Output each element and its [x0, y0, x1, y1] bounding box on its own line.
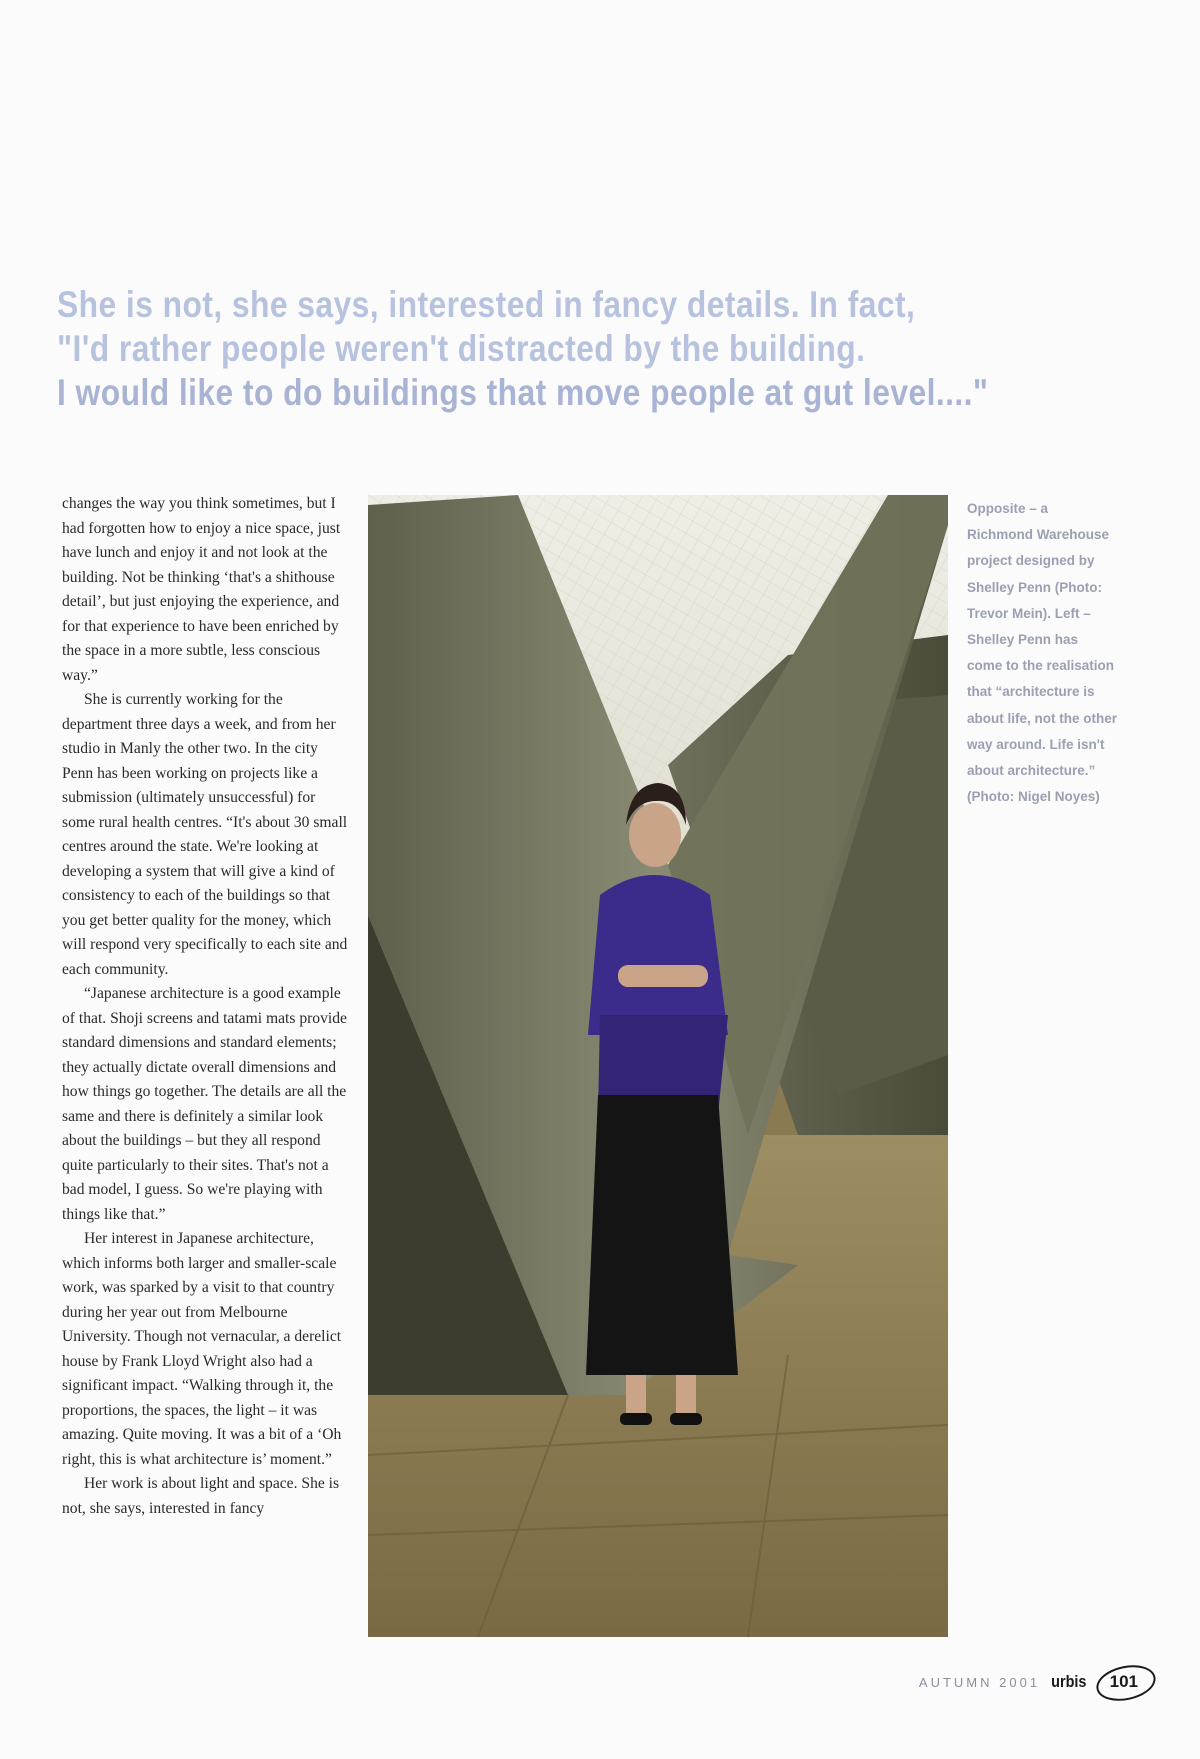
page-number: 101 [1098, 1668, 1150, 1696]
pull-quote-line-1: She is not, she says, interested in fancy details. In fact, [57, 284, 916, 325]
issue-season: AUTUMN 2001 [918, 1674, 1041, 1690]
article-paragraph: She is currently working for the department three days a week, and from her studio in Manly the other two. In the city Penn has been working on projects like a submission (ultimately unsuccessful) for some rural health centres. “It's about 30 small centres around the state. We're looking at developing a system that will give a kind of consistency to each of the buildings so that you get better quality for the money, which will respond very specifically to each site and each community. [62, 691, 348, 978]
article-paragraph: changes the way you think sometimes, but I had forgotten how to enjoy a nice space, just have lunch and enjoy it and not look at the building. Not be thinking ‘that's a shithouse detail’, but just enjoying the experience, and for that experience to have been enriched by the space in a more subtle, less conscious way.” [62, 495, 341, 684]
article-paragraph: Her work is about light and space. She is not, she says, interested in fancy [62, 1475, 340, 1517]
magazine-name: urbis [1051, 1672, 1087, 1691]
pull-quote-line-3: I would like to do buildings that move people at gut level...." [57, 372, 989, 413]
pull-quote-line-2: "I'd rather people weren't distracted by the building. [57, 328, 866, 369]
pull-quote [57, 283, 989, 415]
article-body-column [62, 492, 352, 1521]
portrait-photo [368, 495, 948, 1637]
article-paragraph: Her interest in Japanese architecture, which informs both larger and smaller-scale work, was sparked by a visit to that country during her year out from Melbourne University. Though not vernacular, a derelict house by Frank Lloyd Wright also had a significant impact. “Walking through it, the proportions, the spaces, the light – it was amazing. Quite moving. It was a bit of a ‘Oh right, this is what architecture is’ moment.” [62, 1230, 342, 1468]
page-footer [919, 1668, 1150, 1696]
article-paragraph: “Japanese architecture is a good example of that. Shoji screens and tatami mats provide standard dimensions and standard elements; they actually dictate overall dimensions and how things go together. The details are all the same and there is definitely a similar look about the buildings – but they all respond quite particularly to their sites. That's not a bad model, I guess. So we're playing with things like that.” [62, 985, 347, 1223]
portrait-photo-illustration [368, 495, 948, 1637]
photo-caption-text: Opposite – a Richmond Warehouse project designed by Shelley Penn (Photo: Trevor Mein). Left – Shelley Penn has come to the realisation that “architecture is about life, not the other way around. Life isn't about architecture.” (Photo: Nigel Noyes) [967, 501, 1117, 805]
photo-caption [967, 496, 1117, 810]
